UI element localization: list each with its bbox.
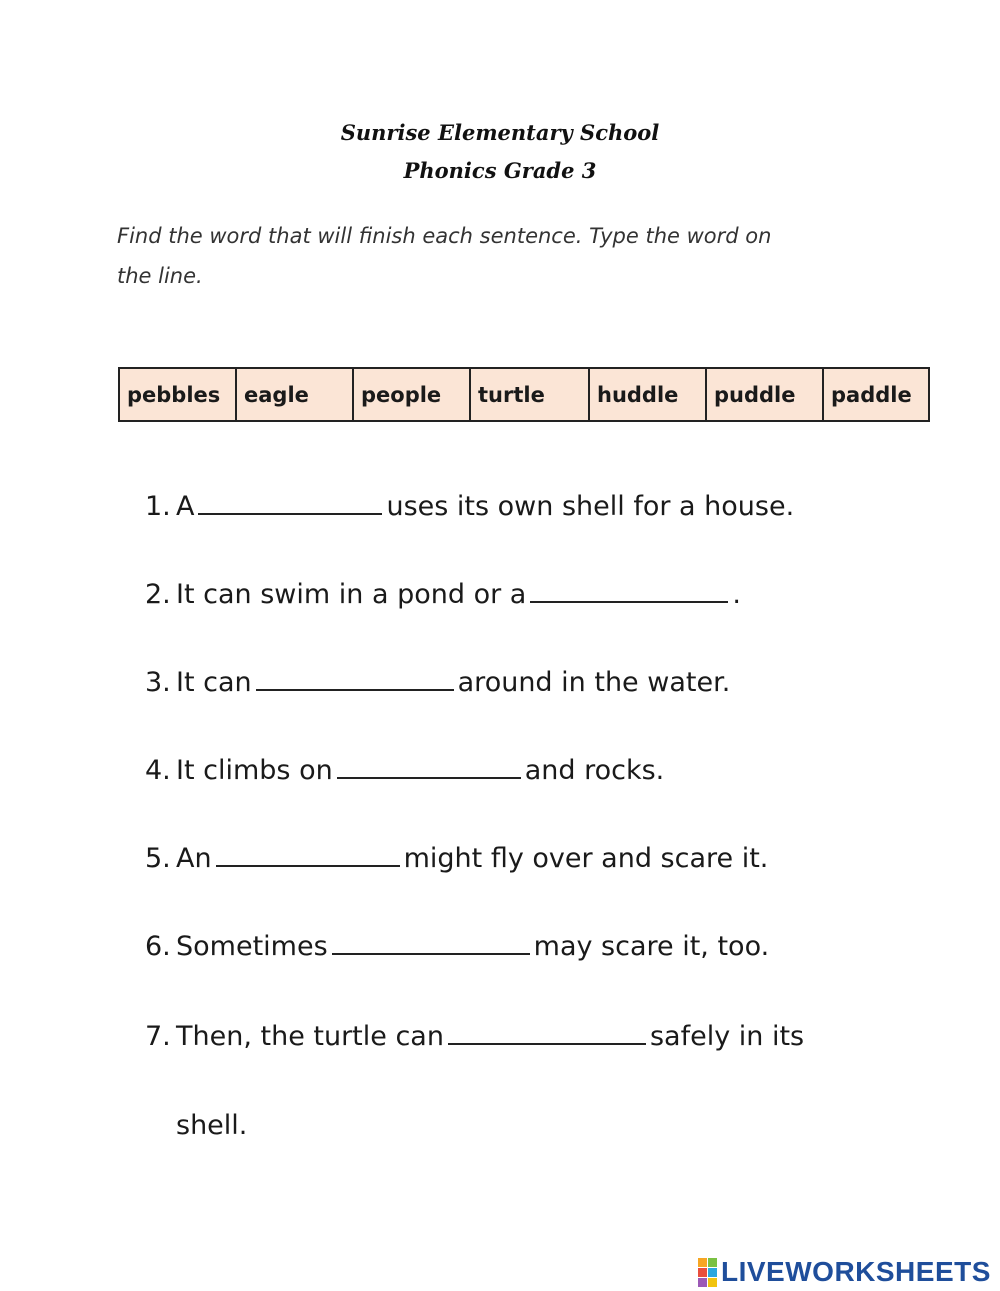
liveworksheets-logo: [698, 1258, 991, 1286]
question-7-continuation: shell.: [176, 1110, 248, 1141]
word-bank-cell: huddle: [589, 368, 706, 421]
answer-blank-5[interactable]: [216, 847, 400, 867]
question-text-before: It can swim in a pond or a: [176, 579, 527, 610]
question-number: 5.: [145, 843, 171, 874]
question-text-before: An: [176, 843, 212, 874]
question-text-after: safely in its: [649, 1021, 805, 1052]
question-6: [145, 931, 769, 962]
answer-blank-1[interactable]: [198, 495, 382, 515]
word-bank-cell: people: [353, 368, 470, 421]
instructions: [117, 216, 877, 296]
word-bank-cell: paddle: [823, 368, 929, 421]
instructions-line-2: the line.: [117, 264, 203, 288]
question-number: 7.: [145, 1021, 171, 1052]
answer-blank-2[interactable]: [530, 583, 728, 603]
question-text-after: .: [732, 579, 741, 610]
logo-text: LIVEWORKSHEETS: [721, 1256, 991, 1287]
question-text-after: around in the water.: [457, 667, 731, 698]
question-text-before: A: [176, 491, 195, 522]
question-7: [145, 1021, 804, 1052]
school-name: Sunrise Elementary School: [340, 120, 660, 145]
question-text-after: and rocks.: [524, 755, 665, 786]
question-number: 1.: [145, 491, 171, 522]
word-bank-cell: pebbles: [119, 368, 236, 421]
question-text-before: It climbs on: [176, 755, 333, 786]
worksheet-subject: Phonics Grade 3: [403, 158, 597, 183]
word-bank-table: [118, 367, 930, 422]
answer-blank-7[interactable]: [448, 1025, 646, 1045]
question-number: 2.: [145, 579, 171, 610]
question-text-after: may scare it, too.: [533, 931, 770, 962]
question-4: [145, 755, 664, 786]
question-text-before: Then, the turtle can: [176, 1021, 444, 1052]
question-1: [145, 491, 794, 522]
instructions-line-1: Find the word that will finish each sentence. Type the word on: [117, 224, 772, 248]
answer-blank-3[interactable]: [256, 671, 454, 691]
question-text-before: Sometimes: [176, 931, 328, 962]
logo-blocks-icon: [698, 1258, 717, 1287]
question-2: [145, 579, 741, 610]
question-text-before: It can: [176, 667, 252, 698]
question-text-after: might fly over and scare it.: [403, 843, 769, 874]
question-text-after: uses its own shell for a house.: [386, 491, 795, 522]
question-number: 3.: [145, 667, 171, 698]
answer-blank-4[interactable]: [337, 759, 521, 779]
question-3: [145, 667, 730, 698]
question-number: 4.: [145, 755, 171, 786]
question-5: [145, 843, 768, 874]
word-bank-cell: turtle: [470, 368, 589, 421]
answer-blank-6[interactable]: [332, 935, 530, 955]
question-number: 6.: [145, 931, 171, 962]
word-bank-cell: eagle: [236, 368, 353, 421]
word-bank-cell: puddle: [706, 368, 823, 421]
